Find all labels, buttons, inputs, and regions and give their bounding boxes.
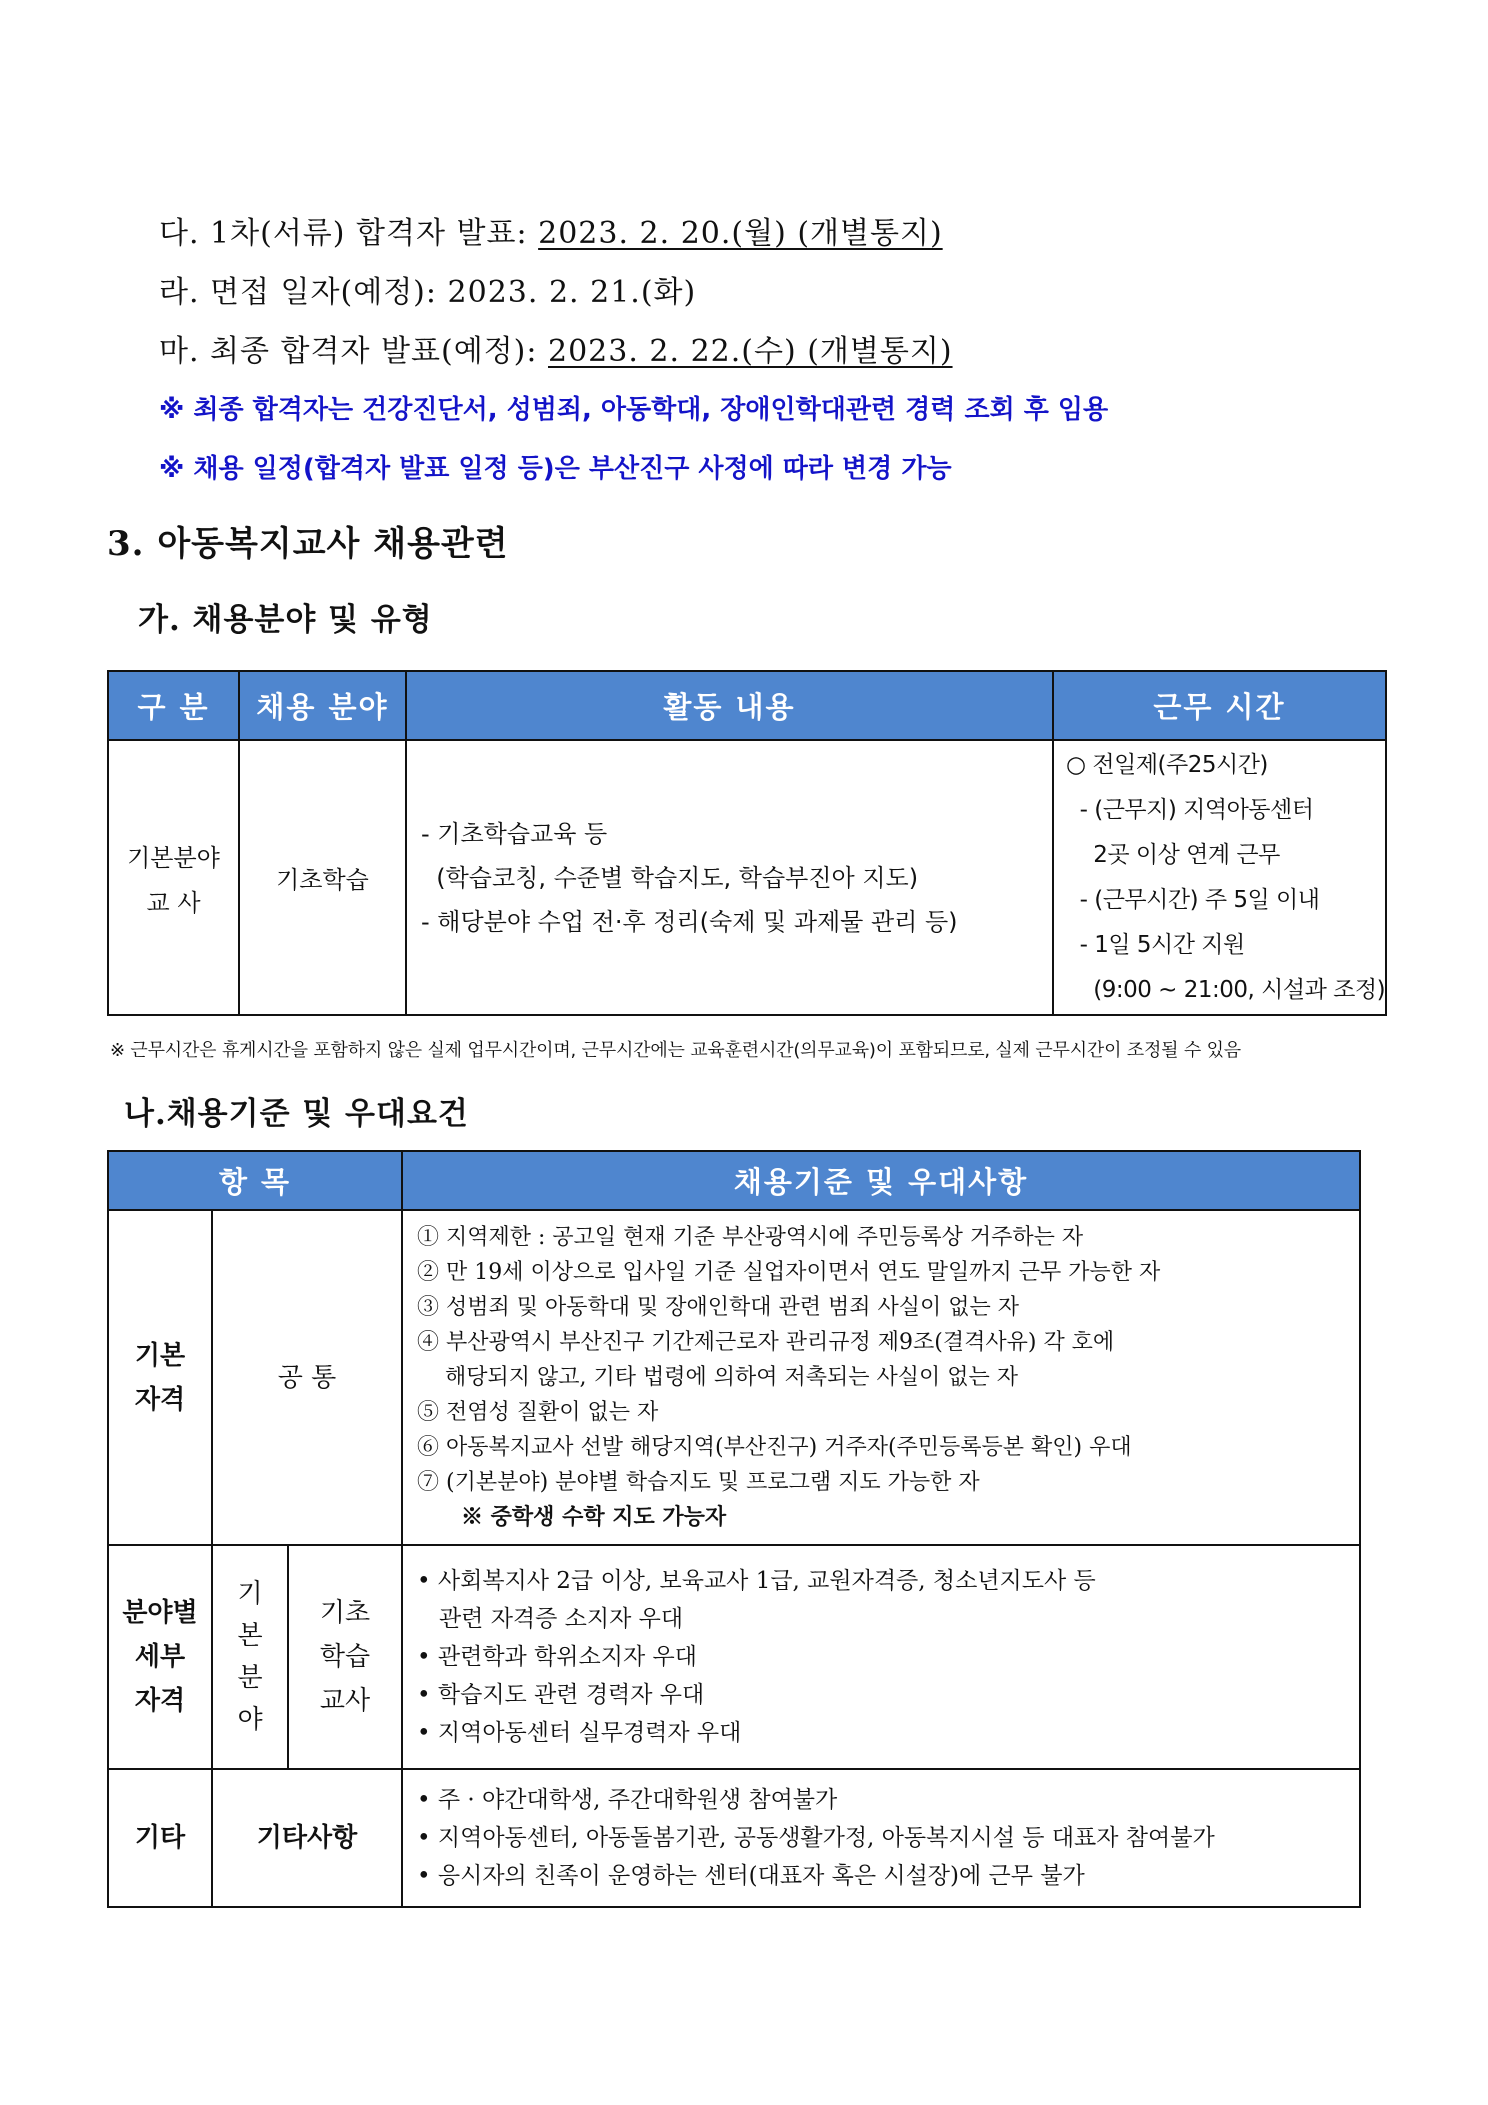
other-criteria-list bbox=[402, 1769, 1360, 1907]
criteria-sub-note: ※ 중학생 수학 지도 가능자 bbox=[461, 1504, 727, 1530]
header-activity: 활동 내용 bbox=[406, 671, 1053, 740]
hours-line: - (근무지) 지역아동센터 bbox=[1066, 796, 1314, 823]
label-line: 분야별 bbox=[122, 1598, 198, 1628]
schedule-label: 다. 1차(서류) 합격자 발표: bbox=[159, 216, 539, 251]
recruitment-field-table bbox=[107, 670, 1387, 1016]
activity-line: - 해당분야 수업 전·후 정리(숙제 및 과제물 관리 등) bbox=[421, 907, 958, 936]
schedule-label: 마. 최종 합격자 발표(예정): bbox=[159, 334, 548, 369]
schedule-label: 라. 면접 일자(예정): bbox=[159, 275, 448, 310]
label-char: 분 bbox=[237, 1663, 263, 1693]
header-hours: 근무 시간 bbox=[1053, 671, 1386, 740]
criteria-table bbox=[107, 1150, 1361, 1908]
label-char: 기 bbox=[237, 1579, 263, 1609]
criteria-item: ⑦ (기본분야) 분야별 학습지도 및 프로그램 지도 가능한 자 bbox=[417, 1470, 980, 1495]
category-line: 교 사 bbox=[146, 888, 201, 917]
label-line: 세부 bbox=[134, 1642, 186, 1672]
cell-activities bbox=[406, 740, 1053, 1015]
cell-field: 기초학습 bbox=[239, 740, 406, 1015]
criteria-item: ② 만 19세 이상으로 입사일 기준 실업자이면서 연도 말일까지 근무 가능한 자 bbox=[417, 1260, 1161, 1285]
schedule-item-final-result bbox=[159, 326, 953, 370]
scope-other: 기타사항 bbox=[212, 1769, 402, 1907]
activity-line: - 기초학습교육 등 bbox=[421, 819, 608, 848]
label-char: 본 bbox=[237, 1621, 263, 1651]
label-field-qualification bbox=[108, 1545, 212, 1769]
criteria-item: ③ 성범죄 및 아동학대 및 장애인학대 관련 범죄 사실이 없는 자 bbox=[417, 1295, 1019, 1320]
criteria-item: ⑤ 전염성 질환이 없는 자 bbox=[417, 1400, 659, 1425]
subsection-title-a: 가. 채용분야 및 유형 bbox=[138, 602, 433, 638]
criteria-item: • 사회복지사 2급 이상, 보육교사 1급, 교원자격증, 청소년지도사 등 bbox=[417, 1568, 1096, 1594]
label-line: 학습 bbox=[319, 1642, 371, 1672]
schedule-item-first-result bbox=[159, 208, 943, 252]
label-line: 자격 bbox=[134, 1686, 186, 1716]
criteria-item: • 관련학과 학위소지자 우대 bbox=[417, 1644, 697, 1670]
schedule-date: 2023. 2. 21.(화) bbox=[447, 275, 697, 310]
schedule-date: 2023. 2. 22.(수) (개별통지) bbox=[548, 334, 953, 369]
hours-line: - (근무시간) 주 5일 이내 bbox=[1066, 886, 1320, 913]
category-line: 기본분야 bbox=[127, 843, 220, 872]
criteria-item: • 지역아동센터, 아동돌봄기관, 공동생활가정, 아동복지시설 등 대표자 참여불가 bbox=[417, 1825, 1215, 1851]
label-basic-learning-teacher bbox=[288, 1545, 402, 1769]
header-field: 채용 분야 bbox=[239, 671, 406, 740]
label-basic-qualification bbox=[108, 1210, 212, 1545]
hours-line: ○ 전일제(주25시간) bbox=[1066, 751, 1268, 778]
header-criteria: 채용기준 및 우대사항 bbox=[402, 1151, 1360, 1210]
label-line: 자격 bbox=[134, 1384, 186, 1415]
notice-final-hire: ※ 최종 합격자는 건강진단서, 성범죄, 아동학대, 장애인학대관련 경력 조회 후 임용 bbox=[159, 395, 1109, 425]
criteria-item: • 지역아동센터 실무경력자 우대 bbox=[417, 1720, 742, 1746]
criteria-item: • 응시자의 친족이 운영하는 센터(대표자 혹은 시설장)에 근무 불가 bbox=[417, 1863, 1085, 1889]
schedule-date: 2023. 2. 20.(월) (개별통지) bbox=[538, 216, 943, 251]
criteria-item: 관련 자격증 소지자 우대 bbox=[417, 1606, 684, 1632]
hours-line: - 1일 5시간 지원 bbox=[1066, 931, 1245, 958]
criteria-item: ④ 부산광역시 부산진구 기간제근로자 관리규정 제9조(결격사유) 각 호에 bbox=[417, 1330, 1115, 1355]
notice-schedule-change: ※ 채용 일정(합격자 발표 일정 등)은 부산진구 사정에 따라 변경 가능 bbox=[159, 454, 952, 484]
header-category: 구 분 bbox=[108, 671, 239, 740]
label-line: 교사 bbox=[319, 1686, 371, 1716]
label-basic-field bbox=[212, 1545, 288, 1769]
hours-line: 2곳 이상 연계 근무 bbox=[1066, 841, 1280, 868]
criteria-item: 해당되지 않고, 기타 법령에 의하여 저촉되는 사실이 없는 자 bbox=[417, 1365, 1018, 1390]
criteria-item: • 주 · 야간대학생, 주간대학원생 참여불가 bbox=[417, 1787, 838, 1813]
label-other: 기타 bbox=[108, 1769, 212, 1907]
field-criteria-list bbox=[402, 1545, 1360, 1769]
hours-line: (9:00 ~ 21:00, 시설과 조정) bbox=[1066, 976, 1386, 1003]
label-line: 기초 bbox=[319, 1598, 371, 1628]
basic-criteria-list bbox=[402, 1210, 1360, 1545]
subsection-title-b: 나.채용기준 및 우대요건 bbox=[124, 1096, 469, 1132]
criteria-item: ① 지역제한 : 공고일 현재 기준 부산광역시에 주민등록상 거주하는 자 bbox=[417, 1225, 1084, 1250]
working-hours-note: ※ 근무시간은 휴게시간을 포함하지 않은 실제 업무시간이며, 근무시간에는 교육훈련시간(의무교육)이 포함되므로, 실제 근무시간이 조정될 수 있음 bbox=[110, 1040, 1241, 1061]
criteria-item: ⑥ 아동복지교사 선발 해당지역(부산진구) 거주자(주민등록등본 확인) 우대 bbox=[417, 1435, 1132, 1460]
schedule-item-interview bbox=[159, 267, 696, 311]
cell-category bbox=[108, 740, 239, 1015]
section-title: 3. 아동복지교사 채용관련 bbox=[107, 524, 509, 564]
scope-common: 공 통 bbox=[212, 1210, 402, 1545]
activity-line: (학습코칭, 수준별 학습지도, 학습부진아 지도) bbox=[421, 863, 919, 892]
criteria-item: • 학습지도 관련 경력자 우대 bbox=[417, 1682, 705, 1708]
header-item: 항 목 bbox=[108, 1151, 402, 1210]
cell-hours bbox=[1053, 740, 1386, 1015]
label-line: 기본 bbox=[134, 1340, 186, 1371]
label-char: 야 bbox=[237, 1705, 263, 1735]
